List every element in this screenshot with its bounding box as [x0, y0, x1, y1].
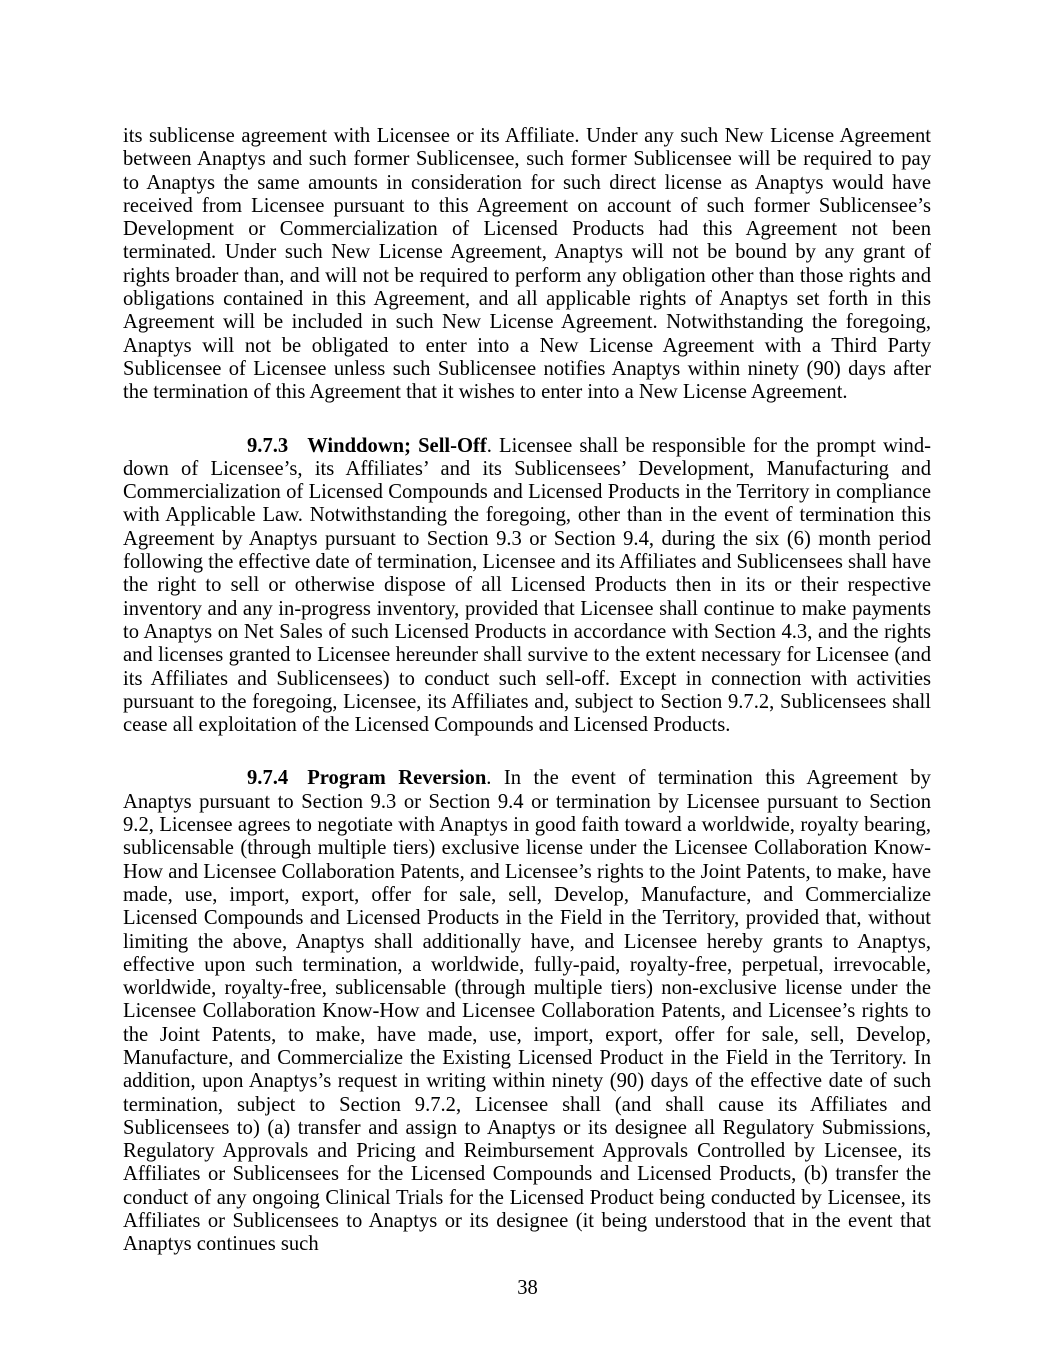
page-number: 38	[517, 1277, 538, 1299]
section-heading: Winddown; Sell-Off	[307, 434, 487, 457]
paragraph-continuation	[123, 125, 931, 405]
section-paragraph-9-7-4	[123, 767, 931, 1256]
section-body-text: . In the event of termination this Agreement by Anaptys pursuant to Section 9.3 or Section 9.4 or termination by Licensee pursuant to Section 9.2, Licensee agrees to negotiate with Anaptys in good faith toward a worldwide, royalty bearing, sublicensable (through multiple tiers) exclusive license under the Licensee Collaboration Know-How and Licensee Collaboration Patents, and Licensee’s rights to the Joint Patents, to make, have made, use, import, export, offer for sale, sell, Develop, Manufacture, and Commercialize Licensed Compounds and Licensed Products in the Field in the Territory, provided that, without limiting the above, Anaptys shall additionally have, and Licensee hereby grants to Anaptys, effective upon such termination, a worldwide, fully-paid, royalty-free, perpetual, irrevocable, worldwide, royalty-free, sublicensable (through multiple tiers) non-exclusive license under the Licensee Collaboration Know-How and Licensee Collaboration Patents, and Licensee’s rights to the Joint Patents, to make, have made, use, import, export, offer for sale, sell, Develop, Manufacture, and Commercialize the Existing Licensed Product in the Field in the Territory. In addition, upon Anaptys’s request in writing within ninety (90) days of the effective date of such termination, subject to Section 9.7.2, Licensee shall (and shall cause its Affiliates and Sublicensees to) (a) transfer and assign to Anaptys or its designee all Regulatory Submissions, Regulatory Approvals and Pricing and Reimbursement Approvals Controlled by Licensee, its Affiliates or Sublicensees for the Licensed Compounds and Licensed Products, (b) transfer the conduct of any ongoing Clinical Trials for the Licensed Product being conducted by Licensee, its Affiliates or Sublicensees to Anaptys or its designee (it being understood that in the event that Anaptys continues such	[123, 767, 931, 1256]
section-heading: Program Reversion	[307, 767, 487, 790]
paragraph-text: its sublicense agreement with Licensee or its Affiliate. Under any such New License Agreement between Anaptys and such former Sublicensee, such former Sublicensee will be required to pay to Anaptys the same amounts in consideration for such direct license as Anaptys would have received from Licensee pursuant to this Agreement on account of such former Sublicensee’s Development or Commercialization of Licensed Products had this Agreement not been terminated. Under such New License Agreement, Anaptys will not be bound by any grant of rights broader than, and will not be required to perform any obligation other than those rights and obligations contained in this Agreement, and all applicable rights of Anaptys set forth in this Agreement will be included in such New License Agreement. Notwithstanding the foregoing, Anaptys will not be obligated to enter into a New License Agreement with a Third Party Sublicensee of Licensee unless such Sublicensee notifies Anaptys within ninety (90) days after the termination of this Agreement that it wishes to enter into a New License Agreement.	[123, 125, 931, 404]
section-paragraph-9-7-3	[123, 435, 931, 738]
section-body-text: . Licensee shall be responsible for the prompt wind-down of Licensee’s, its Affiliates’ and its Sublicensees’ Development, Manufacturing and Commercialization of Licensed Compounds and Licensed Products in the Territory in compliance with Applicable Law. Notwithstanding the foregoing, other than in the event of termination this Agreement by Anaptys pursuant to Section 9.3 or Section 9.4, during the six (6) month period following the effective date of termination, Licensee and its Affiliates and Sublicensees shall have the right to sell or otherwise dispose of all Licensed Products then in its or their respective inventory and any in-progress inventory, provided that Licensee shall continue to make payments to Anaptys on Net Sales of such Licensed Products in accordance with Section 4.3, and the rights and licenses granted to Licensee hereunder shall survive to the extent necessary for Licensee (and its Affiliates and Sublicensees) to conduct such sell-off. Except in connection with activities pursuant to the foregoing, Licensee, its Affiliates and, subject to Section 9.7.2, Sublicensees shall cease all exploitation of the Licensed Compounds and Licensed Products.	[123, 434, 931, 737]
section-number: 9.7.3	[247, 434, 289, 457]
section-number: 9.7.4	[247, 767, 289, 790]
